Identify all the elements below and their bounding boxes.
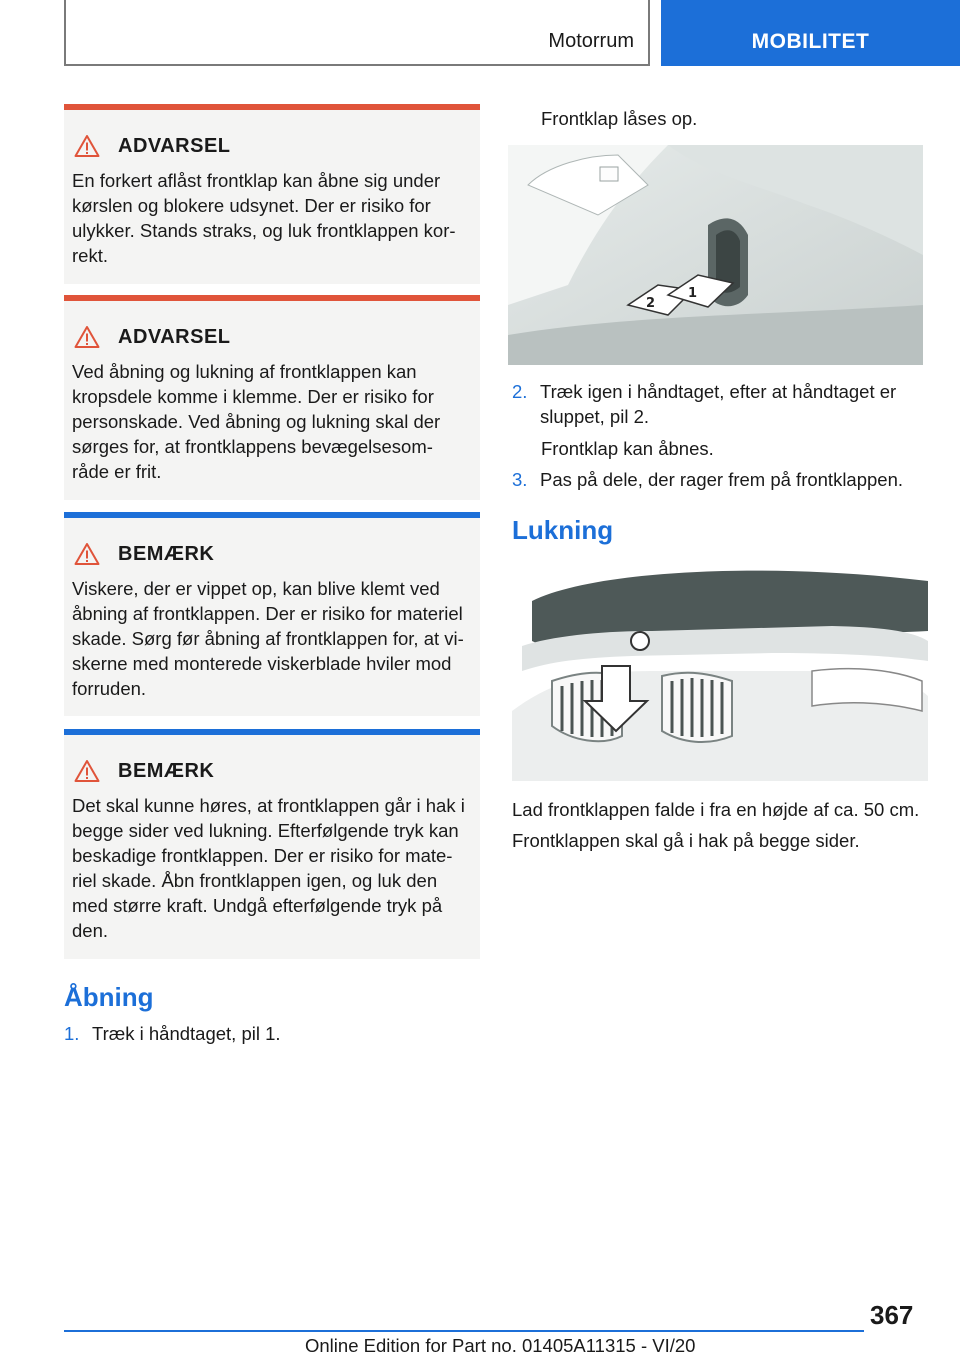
warning-bar xyxy=(64,104,480,110)
arrow-label-2: 2 xyxy=(646,296,656,311)
result-unlocked: Frontklap låses op. xyxy=(541,108,698,129)
warning-box-1 xyxy=(64,104,480,284)
arrow-label-1: 1 xyxy=(688,286,698,301)
notice-body: Det skal kunne høres, at frontklappen går i hak i begge sider ved lukning. Efterfølgende tryk kan beskadige frontklappen. Der er risiko for mate- riel skade. Åbn frontklappen igen, og luk den med større kraft. Undgå efterfølgende tryk på den. xyxy=(72,795,465,941)
notice-title: ADVARSEL xyxy=(118,134,231,157)
page-number: 367 xyxy=(870,1300,914,1330)
warning-triangle-icon xyxy=(74,542,100,566)
note-box-1 xyxy=(64,512,480,716)
warning-bar xyxy=(64,295,480,301)
step-text: Træk igen i håndtaget, efter at håndtaget er sluppet, pil 2. xyxy=(540,381,897,427)
notice-body: Ved åbning og lukning af frontklappen kan kropsdele komme i klemme. Der er risiko for personskade. Ved åbning og lukning skal der sørges for, at frontklappens bevægelsesom- råde er frit. xyxy=(72,361,441,482)
closing-instruction-1: Lad frontklappen falde i fra en højde af ca. 50 cm. xyxy=(512,799,920,820)
car-hood-illustration xyxy=(512,561,928,781)
section-title: Motorrum xyxy=(548,30,634,52)
footer-edition: Online Edition for Part no. 01405A11315 - VI/20 xyxy=(305,1335,696,1356)
figure-hood-release-handle xyxy=(508,145,923,365)
note-box-2 xyxy=(64,729,480,959)
notice-title: BEMÆRK xyxy=(118,542,215,565)
notice-body: Viskere, der er vippet op, kan blive klemt ved åbning af frontklappen. Der er risiko for materiel skade. Sørg før åbning af frontklappen for, at vi- skerne med monterede viskerblade hviler mod forruden. xyxy=(72,578,464,699)
warning-triangle-icon xyxy=(74,759,100,783)
warning-triangle-icon xyxy=(74,134,100,158)
step-number: 1. xyxy=(64,1023,80,1044)
result-can-open: Frontklap kan åbnes. xyxy=(541,438,714,459)
closing-instruction-2: Frontklappen skal gå i hak på begge sider. xyxy=(512,830,860,851)
notice-title: BEMÆRK xyxy=(118,759,215,782)
warning-box-2 xyxy=(64,295,480,500)
notice-title: ADVARSEL xyxy=(118,325,231,348)
step-text: Træk i håndtaget, pil 1. xyxy=(92,1023,281,1044)
notice-body: En forkert aflåst frontklap kan åbne sig under kørslen og blokere udsynet. Der er risiko for ulykker. Stands straks, og luk frontklappen kor- rekt. xyxy=(72,170,456,266)
hood-handle-illustration xyxy=(508,145,923,365)
header-section-box xyxy=(64,0,650,66)
step-1 xyxy=(64,1021,480,1047)
note-bar xyxy=(64,512,480,518)
chapter-title: MOBILITET xyxy=(751,30,870,53)
figure-closing-hood xyxy=(512,561,928,781)
step-3 xyxy=(512,467,932,493)
step-text: Pas på dele, der rager frem på frontklappen. xyxy=(540,469,904,490)
warning-triangle-icon xyxy=(74,325,100,349)
heading-opening: Åbning xyxy=(64,982,154,1012)
step-2 xyxy=(512,379,922,431)
header-chapter-tab[interactable] xyxy=(661,0,960,66)
step-number: 3. xyxy=(512,469,528,490)
heading-closing: Lukning xyxy=(512,515,614,545)
note-bar xyxy=(64,729,480,735)
step-number: 2. xyxy=(512,381,528,402)
footer-divider xyxy=(64,1330,864,1332)
